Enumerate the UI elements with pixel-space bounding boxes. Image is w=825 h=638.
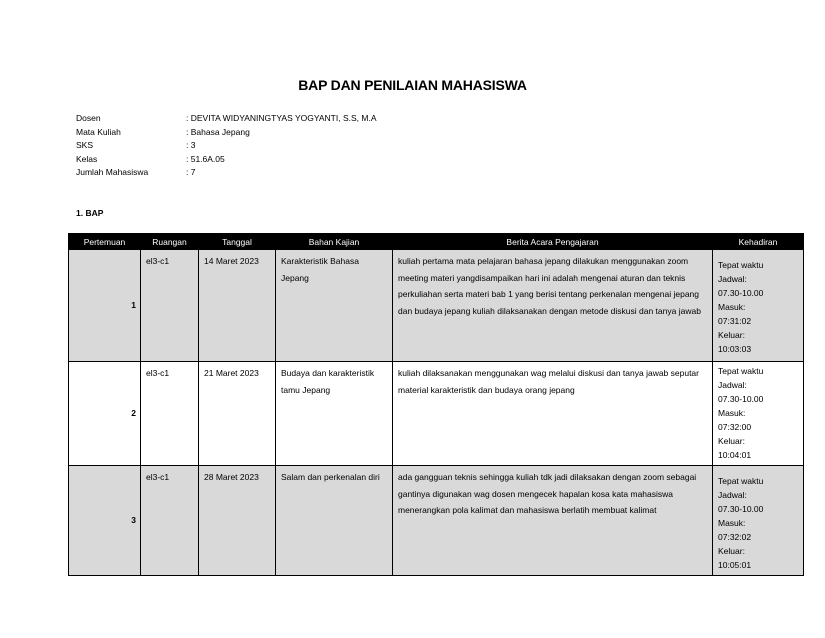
cell-kehadiran [713, 250, 804, 362]
section-title: 1. BAP [76, 208, 104, 218]
info-row-jumlah-mahasiswa [76, 166, 377, 180]
info-row-mata-kuliah [76, 126, 377, 140]
column-header-kehadiran: Kehadiran [713, 234, 804, 250]
info-label: Dosen [76, 113, 101, 123]
info-value: : 3 [186, 140, 196, 150]
column-header-tanggal: Tanggal [199, 234, 276, 250]
cell-bahan-kajian: Salam dan perkenalan diri [276, 466, 393, 576]
info-label: Mata Kuliah [76, 126, 121, 137]
info-row-kelas [76, 153, 377, 167]
cell-bahan-kajian: Budaya dan karakteristik tamu Jepang [276, 362, 393, 466]
hadir-masuk-label: Masuk: [718, 518, 746, 528]
cell-ruangan: el3-c1 [141, 466, 199, 576]
info-row-sks [76, 139, 377, 153]
info-value: : DEVITA WIDYANINGTYAS YOGYANTI, S.S, M.A [186, 113, 377, 123]
hadir-keluar-label: Keluar: [718, 330, 745, 340]
cell-kehadiran [713, 362, 804, 466]
cell-pertemuan: 1 [69, 250, 141, 362]
cell-pertemuan: 2 [69, 362, 141, 466]
info-value: : Bahasa Jepang [186, 126, 250, 137]
table-header [69, 234, 804, 250]
hadir-jadwal-value: 07.30-10.00 [718, 288, 764, 298]
info-label: Kelas [76, 153, 98, 164]
hadir-jadwal-label: Jadwal: [718, 490, 747, 500]
bap-table [68, 233, 804, 576]
hadir-masuk-value: 07:32:00 [718, 422, 752, 432]
cell-kehadiran [713, 466, 804, 576]
table-row [69, 250, 804, 362]
cell-tanggal: 14 Maret 2023 [199, 250, 276, 362]
column-header-berita-acara: Berita Acara Pengajaran [393, 234, 713, 250]
page-title: BAP DAN PENILAIAN MAHASISWA [298, 77, 527, 93]
cell-berita-acara: kuliah pertama mata pelajaran bahasa jepang dilakukan menggunakan zoom meeting materi yangdisampaikan hari ini adalah mengenai aturan dan teknis perkuliahan serta materi bab 1 yang berisi tentang perkenalan mengenai jepang dan budaya jepang kuliah dilaksanakan dengan metode diskusi dan tanya jawab [393, 250, 713, 362]
cell-pertemuan: 3 [69, 466, 141, 576]
cell-tanggal: 21 Maret 2023 [199, 362, 276, 466]
cell-ruangan: el3-c1 [141, 250, 199, 362]
column-header-pertemuan: Pertemuan [69, 234, 141, 250]
cell-tanggal: 28 Maret 2023 [199, 466, 276, 576]
cell-ruangan: el3-c1 [141, 362, 199, 466]
info-label: SKS [76, 140, 94, 150]
hadir-status: Tepat waktu [718, 366, 764, 376]
column-header-bahan-kajian: Bahan Kajian [276, 234, 393, 250]
hadir-jadwal-label: Jadwal: [718, 380, 747, 390]
hadir-masuk-label: Masuk: [718, 302, 746, 312]
table-row [69, 466, 804, 576]
column-header-ruangan: Ruangan [141, 234, 199, 250]
hadir-status: Tepat waktu [718, 260, 764, 270]
hadir-keluar-value: 10:05:01 [718, 560, 752, 570]
hadir-masuk-label: Masuk: [718, 408, 746, 418]
cell-berita-acara: kuliah dilaksanakan menggunakan wag melalui diskusi dan tanya jawab seputar material karakteristik dan budaya orang jepang [393, 362, 713, 466]
info-label: Jumlah Mahasiswa [76, 167, 149, 177]
info-value: : 7 [186, 167, 196, 177]
hadir-jadwal-value: 07.30-10.00 [718, 504, 764, 514]
hadir-status: Tepat waktu [718, 476, 764, 486]
hadir-jadwal-label: Jadwal: [718, 274, 747, 284]
table-row [69, 362, 804, 466]
cell-bahan-kajian: Karakteristik Bahasa Jepang [276, 250, 393, 362]
hadir-keluar-label: Keluar: [718, 546, 745, 556]
hadir-keluar-value: 10:03:03 [718, 344, 752, 354]
cell-berita-acara: ada gangguan teknis sehingga kuliah tdk jadi dilaksakan dengan zoom sebagai gantinya digunakan wag dosen mengecek hapalan kosa kata mahasiswa menerangkan pola kalimat dan mahasiswa berlatih membuat kalimat [393, 466, 713, 576]
hadir-keluar-value: 10:04:01 [718, 450, 752, 460]
hadir-keluar-label: Keluar: [718, 436, 745, 446]
course-info [76, 112, 377, 180]
hadir-masuk-value: 07:32:02 [718, 532, 752, 542]
info-row-dosen [76, 112, 377, 126]
hadir-jadwal-value: 07.30-10.00 [718, 394, 764, 404]
info-value: : 51.6A.05 [186, 153, 225, 164]
hadir-masuk-value: 07:31:02 [718, 316, 752, 326]
